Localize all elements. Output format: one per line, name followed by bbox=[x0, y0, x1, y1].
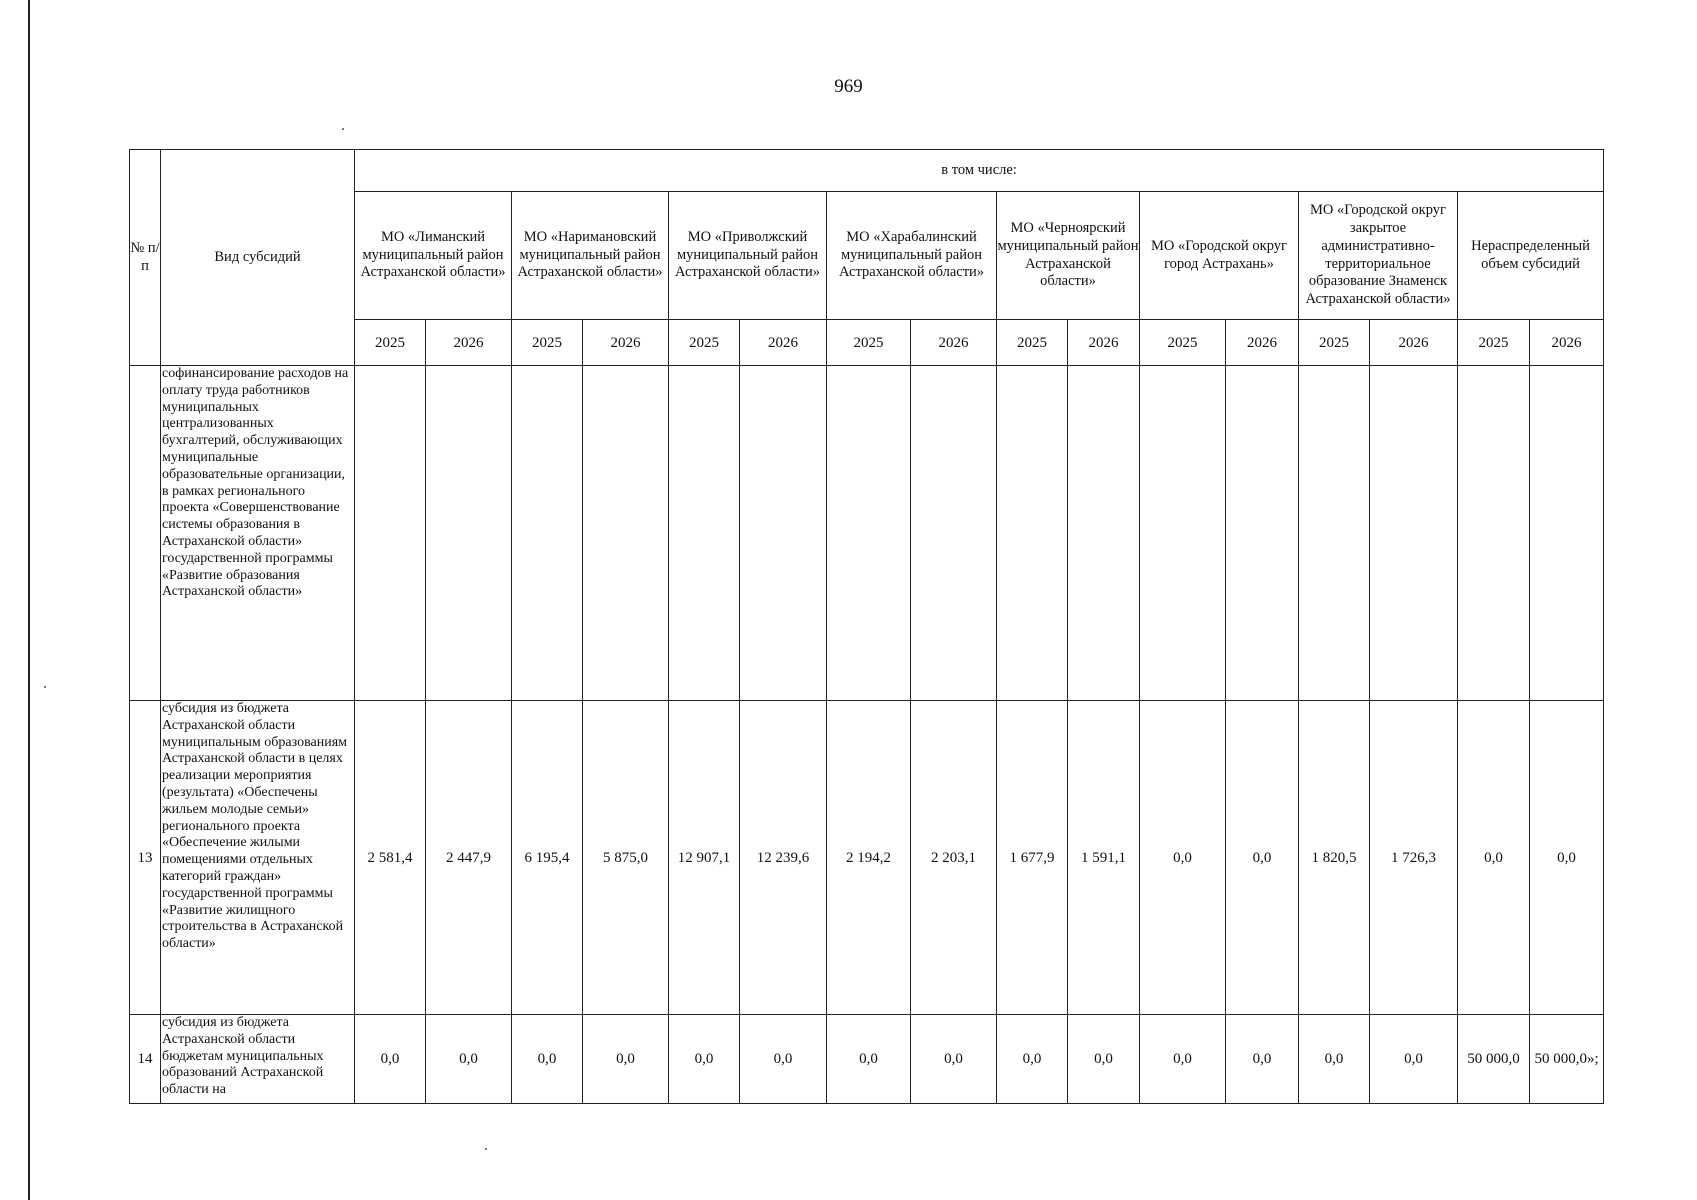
subsidy-table bbox=[129, 149, 1604, 1104]
header-mo-narimanovsky: МО «Наримановский муниципальный район Астраханской области» bbox=[512, 192, 669, 320]
scan-speck bbox=[342, 128, 344, 130]
amount-cell bbox=[1458, 366, 1530, 701]
amount-cell: 0,0 bbox=[997, 1015, 1068, 1104]
header-year: 2025 bbox=[512, 320, 583, 366]
header-year: 2026 bbox=[1226, 320, 1299, 366]
page-number: 969 bbox=[834, 76, 863, 97]
header-year: 2025 bbox=[997, 320, 1068, 366]
amount-cell: 0,0 bbox=[911, 1015, 997, 1104]
amount-cell bbox=[1140, 366, 1226, 701]
amount-cell bbox=[512, 366, 583, 701]
header-num: № п/п bbox=[130, 150, 161, 366]
amount-cell: 0,0 bbox=[355, 1015, 426, 1104]
amount-cell: 2 447,9 bbox=[426, 701, 512, 1015]
header-year: 2025 bbox=[1299, 320, 1370, 366]
amount-cell bbox=[355, 366, 426, 701]
header-year: 2026 bbox=[1068, 320, 1140, 366]
amount-cell: 2 194,2 bbox=[827, 701, 911, 1015]
amount-cell bbox=[827, 366, 911, 701]
amount-cell: 0,0 bbox=[1140, 701, 1226, 1015]
amount-cell: 0,0 bbox=[426, 1015, 512, 1104]
amount-cell: 12 239,6 bbox=[740, 701, 827, 1015]
amount-cell bbox=[583, 366, 669, 701]
amount-cell: 0,0 bbox=[1140, 1015, 1226, 1104]
amount-cell: 0,0 bbox=[740, 1015, 827, 1104]
header-subsidy-type: Вид субсидий bbox=[161, 150, 355, 366]
amount-cell: 6 195,4 bbox=[512, 701, 583, 1015]
subsidy-description: субсидия из бюджета Астраханской области бюджетам муниципальных образований Астраханской области на bbox=[161, 1015, 355, 1104]
amount-cell bbox=[740, 366, 827, 701]
header-year: 2025 bbox=[827, 320, 911, 366]
header-year: 2026 bbox=[911, 320, 997, 366]
header-year: 2026 bbox=[740, 320, 827, 366]
header-year: 2026 bbox=[1530, 320, 1604, 366]
row-number: 13 bbox=[130, 701, 161, 1015]
header-mo-kharabalinsky: МО «Харабалинский муниципальный район Астраханской области» bbox=[827, 192, 997, 320]
amount-cell: 0,0 bbox=[1370, 1015, 1458, 1104]
amount-cell: 1 726,3 bbox=[1370, 701, 1458, 1015]
table-row bbox=[130, 701, 1604, 1015]
left-margin-line bbox=[28, 0, 30, 1200]
amount-cell: 12 907,1 bbox=[669, 701, 740, 1015]
amount-cell: 0,0 bbox=[1226, 1015, 1299, 1104]
amount-cell bbox=[997, 366, 1068, 701]
amount-cell: 0,0 bbox=[583, 1015, 669, 1104]
amount-cell: 0,0 bbox=[1068, 1015, 1140, 1104]
amount-cell bbox=[1068, 366, 1140, 701]
row-number: 14 bbox=[130, 1015, 161, 1104]
amount-cell: 5 875,0 bbox=[583, 701, 669, 1015]
header-year: 2026 bbox=[426, 320, 512, 366]
amount-cell: 0,0 bbox=[1458, 701, 1530, 1015]
amount-cell: 2 581,4 bbox=[355, 701, 426, 1015]
row-number bbox=[130, 366, 161, 701]
header-year: 2026 bbox=[583, 320, 669, 366]
amount-cell bbox=[426, 366, 512, 701]
scan-speck bbox=[44, 686, 46, 688]
header-unallocated: Нераспределенный объем субсидий bbox=[1458, 192, 1604, 320]
amount-cell: 0,0 bbox=[512, 1015, 583, 1104]
amount-cell: 1 820,5 bbox=[1299, 701, 1370, 1015]
amount-cell: 1 677,9 bbox=[997, 701, 1068, 1015]
amount-cell: 0,0 bbox=[669, 1015, 740, 1104]
amount-cell bbox=[1530, 366, 1604, 701]
amount-cell: 2 203,1 bbox=[911, 701, 997, 1015]
amount-cell: 50 000,0 bbox=[1458, 1015, 1530, 1104]
amount-cell: 0,0 bbox=[1226, 701, 1299, 1015]
header-mo-limansky: МО «Лиманский муниципальный район Астраханской области» bbox=[355, 192, 512, 320]
header-year: 2025 bbox=[355, 320, 426, 366]
subsidy-description: субсидия из бюджета Астраханской области муниципальным образованиям Астраханской области в целях реализации мероприятия (результата) «Обеспечены жильем молодые семьи» регионального проекта «Обеспечение жилыми помещениями отдельных категорий граждан» государственной программы «Развитие жилищного строительства в Астраханской области» bbox=[161, 701, 355, 1015]
amount-cell bbox=[1370, 366, 1458, 701]
amount-cell: 0,0 bbox=[1530, 701, 1604, 1015]
scan-speck bbox=[485, 1148, 487, 1150]
header-year: 2026 bbox=[1370, 320, 1458, 366]
header-mo-privolzhsky: МО «Приволжский муниципальный район Астраханской области» bbox=[669, 192, 827, 320]
amount-cell bbox=[911, 366, 997, 701]
header-mo-znamensk: МО «Городской округ закрытое административно-территориальное образование Знаменск Астраханской области» bbox=[1299, 192, 1458, 320]
header-year: 2025 bbox=[1458, 320, 1530, 366]
subsidy-description: софинансирование расходов на оплату труда работников муниципальных централизованных бухгалтерий, обслуживающих муниципальные образовательные организации, в рамках регионального проекта «Совершенствование системы образования в Астраханской области» государственной программы «Развитие образования Астраханской области» bbox=[161, 366, 355, 701]
amount-cell: 50 000,0»; bbox=[1530, 1015, 1604, 1104]
amount-cell: 0,0 bbox=[827, 1015, 911, 1104]
header-year: 2025 bbox=[669, 320, 740, 366]
amount-cell bbox=[1299, 366, 1370, 701]
header-including: в том числе: bbox=[355, 150, 1604, 192]
header-mo-astrakhan: МО «Городской округ город Астрахань» bbox=[1140, 192, 1299, 320]
header-mo-chernoyarsky: МО «Черноярский муниципальный район Астраханской области» bbox=[997, 192, 1140, 320]
table-row bbox=[130, 366, 1604, 701]
table-row bbox=[130, 1015, 1604, 1104]
amount-cell: 0,0 bbox=[1299, 1015, 1370, 1104]
header-year: 2025 bbox=[1140, 320, 1226, 366]
amount-cell: 1 591,1 bbox=[1068, 701, 1140, 1015]
amount-cell bbox=[1226, 366, 1299, 701]
amount-cell bbox=[669, 366, 740, 701]
